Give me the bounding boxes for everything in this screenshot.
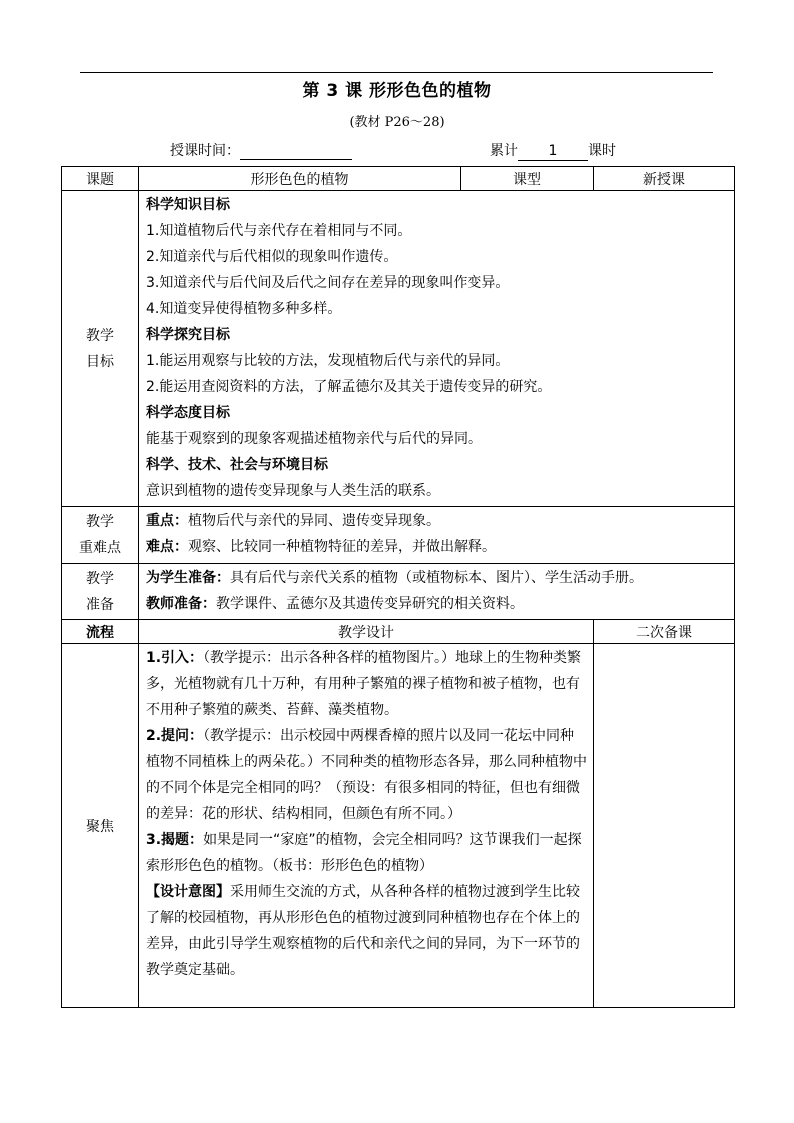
- class-time-label: 授课时间：: [170, 143, 240, 159]
- type-label: 课型: [461, 167, 594, 191]
- flow-header-row: [62, 620, 735, 644]
- key-points-label: 教学 重难点: [62, 507, 139, 564]
- focus-content: [139, 644, 594, 1008]
- goals-label: 教学 目标: [62, 191, 139, 507]
- topic-value: 形形色色的植物: [139, 167, 461, 191]
- prep-label: 教学 准备: [62, 564, 139, 620]
- inquiry-heading: 科学探究目标: [146, 327, 230, 343]
- teacher-prep: 教师准备：教学课件、孟德尔及其遗传变异研究的相关资料。: [146, 596, 524, 612]
- key-point: 重点：植物后代与亲代的异同、遗传变异现象。: [146, 513, 440, 529]
- prep-row: [62, 564, 735, 620]
- focus-question: 2.提问：（教学提示：出示校园中两棵香樟的照片以及同一花坛中同种植物不同植株上的两朵花。）不同种类的植物形态各异，那么同种植物中的不同个体是完全相同的吗？（预设：有很多相同的特征，但也有细微的差异：花的形状、结构相同，但颜色有所不同。）: [146, 728, 587, 822]
- secondary-prep-cell[interactable]: [594, 644, 735, 1008]
- prep-content: [139, 564, 735, 620]
- class-time-blank[interactable]: [240, 143, 352, 160]
- attitude-item: 能基于观察到的现象客观描述植物亲代与后代的异同。: [146, 431, 482, 447]
- knowledge-item: 4.知道变异使得植物多种多样。: [146, 301, 342, 317]
- cumulative-unit: 课时: [588, 143, 616, 159]
- key-points-row: [62, 507, 735, 564]
- student-prep: 为学生准备：具有后代与亲代关系的植物（或植物标本、图片）、学生活动手册。: [146, 570, 643, 586]
- inquiry-item: 2.能运用查阅资料的方法，了解孟德尔及其关于遗传变异的研究。: [146, 379, 552, 395]
- class-time-field: [170, 142, 352, 160]
- type-value: 新授课: [594, 167, 735, 191]
- lesson-plan-table: [61, 166, 735, 1008]
- knowledge-item: 1.知道植物后代与亲代存在着相同与不同。: [146, 223, 412, 239]
- cumulative-value: 1: [518, 142, 588, 161]
- focus-design-intent: 【设计意图】采用师生交流的方式，从各种各样的植物过渡到学生比较了解的校园植物，再从形形色色的植物过渡到同种植物也存在个体上的差异，由此引导学生观察植物的后代和亲代之间的异同，为下一环节的教学奠定基础。: [146, 884, 580, 978]
- topic-row: [62, 167, 735, 191]
- textbook-pages: (教材 P26～28): [349, 115, 445, 130]
- cumulative-hours-field: [490, 142, 616, 161]
- secondary-prep-header: 二次备课: [594, 620, 735, 644]
- sts-item: 意识到植物的遗传变异现象与人类生活的联系。: [146, 483, 440, 499]
- focus-label: 聚焦: [62, 644, 139, 1008]
- cumulative-label: 累计: [490, 143, 518, 159]
- header-rule: [80, 72, 713, 73]
- focus-intro: 1.引入：（教学提示：出示各种各样的植物图片。）地球上的生物种类繁多，光植物就有几十万种，有用种子繁殖的裸子植物和被子植物，也有不用种子繁殖的蕨类、苔藓、藻类植物。: [146, 650, 582, 718]
- goals-row: [62, 191, 735, 507]
- process-header: 流程: [62, 620, 139, 644]
- focus-row: [62, 644, 735, 1008]
- design-header: 教学设计: [139, 620, 594, 644]
- goals-content: [139, 191, 735, 507]
- lesson-title: 第 3 课 形形色色的植物: [302, 81, 492, 101]
- focus-reveal: 3.揭题：如果是同一“家庭”的植物，会完全相同吗？这节课我们一起探索形形色色的植物。（板书：形形色色的植物）: [146, 832, 582, 874]
- topic-label: 课题: [62, 167, 139, 191]
- inquiry-item: 1.能运用观察与比较的方法，发现植物后代与亲代的异同。: [146, 353, 510, 369]
- knowledge-item: 3.知道亲代与后代间及后代之间存在差异的现象叫作变异。: [146, 275, 510, 291]
- attitude-heading: 科学态度目标: [146, 405, 230, 421]
- difficult-point: 难点：观察、比较同一种植物特征的差异，并做出解释。: [146, 539, 496, 555]
- knowledge-heading: 科学知识目标: [146, 197, 230, 213]
- sts-heading: 科学、技术、社会与环境目标: [146, 457, 328, 473]
- knowledge-item: 2.知道亲代与后代相似的现象叫作遗传。: [146, 249, 398, 265]
- key-points-content: [139, 507, 735, 564]
